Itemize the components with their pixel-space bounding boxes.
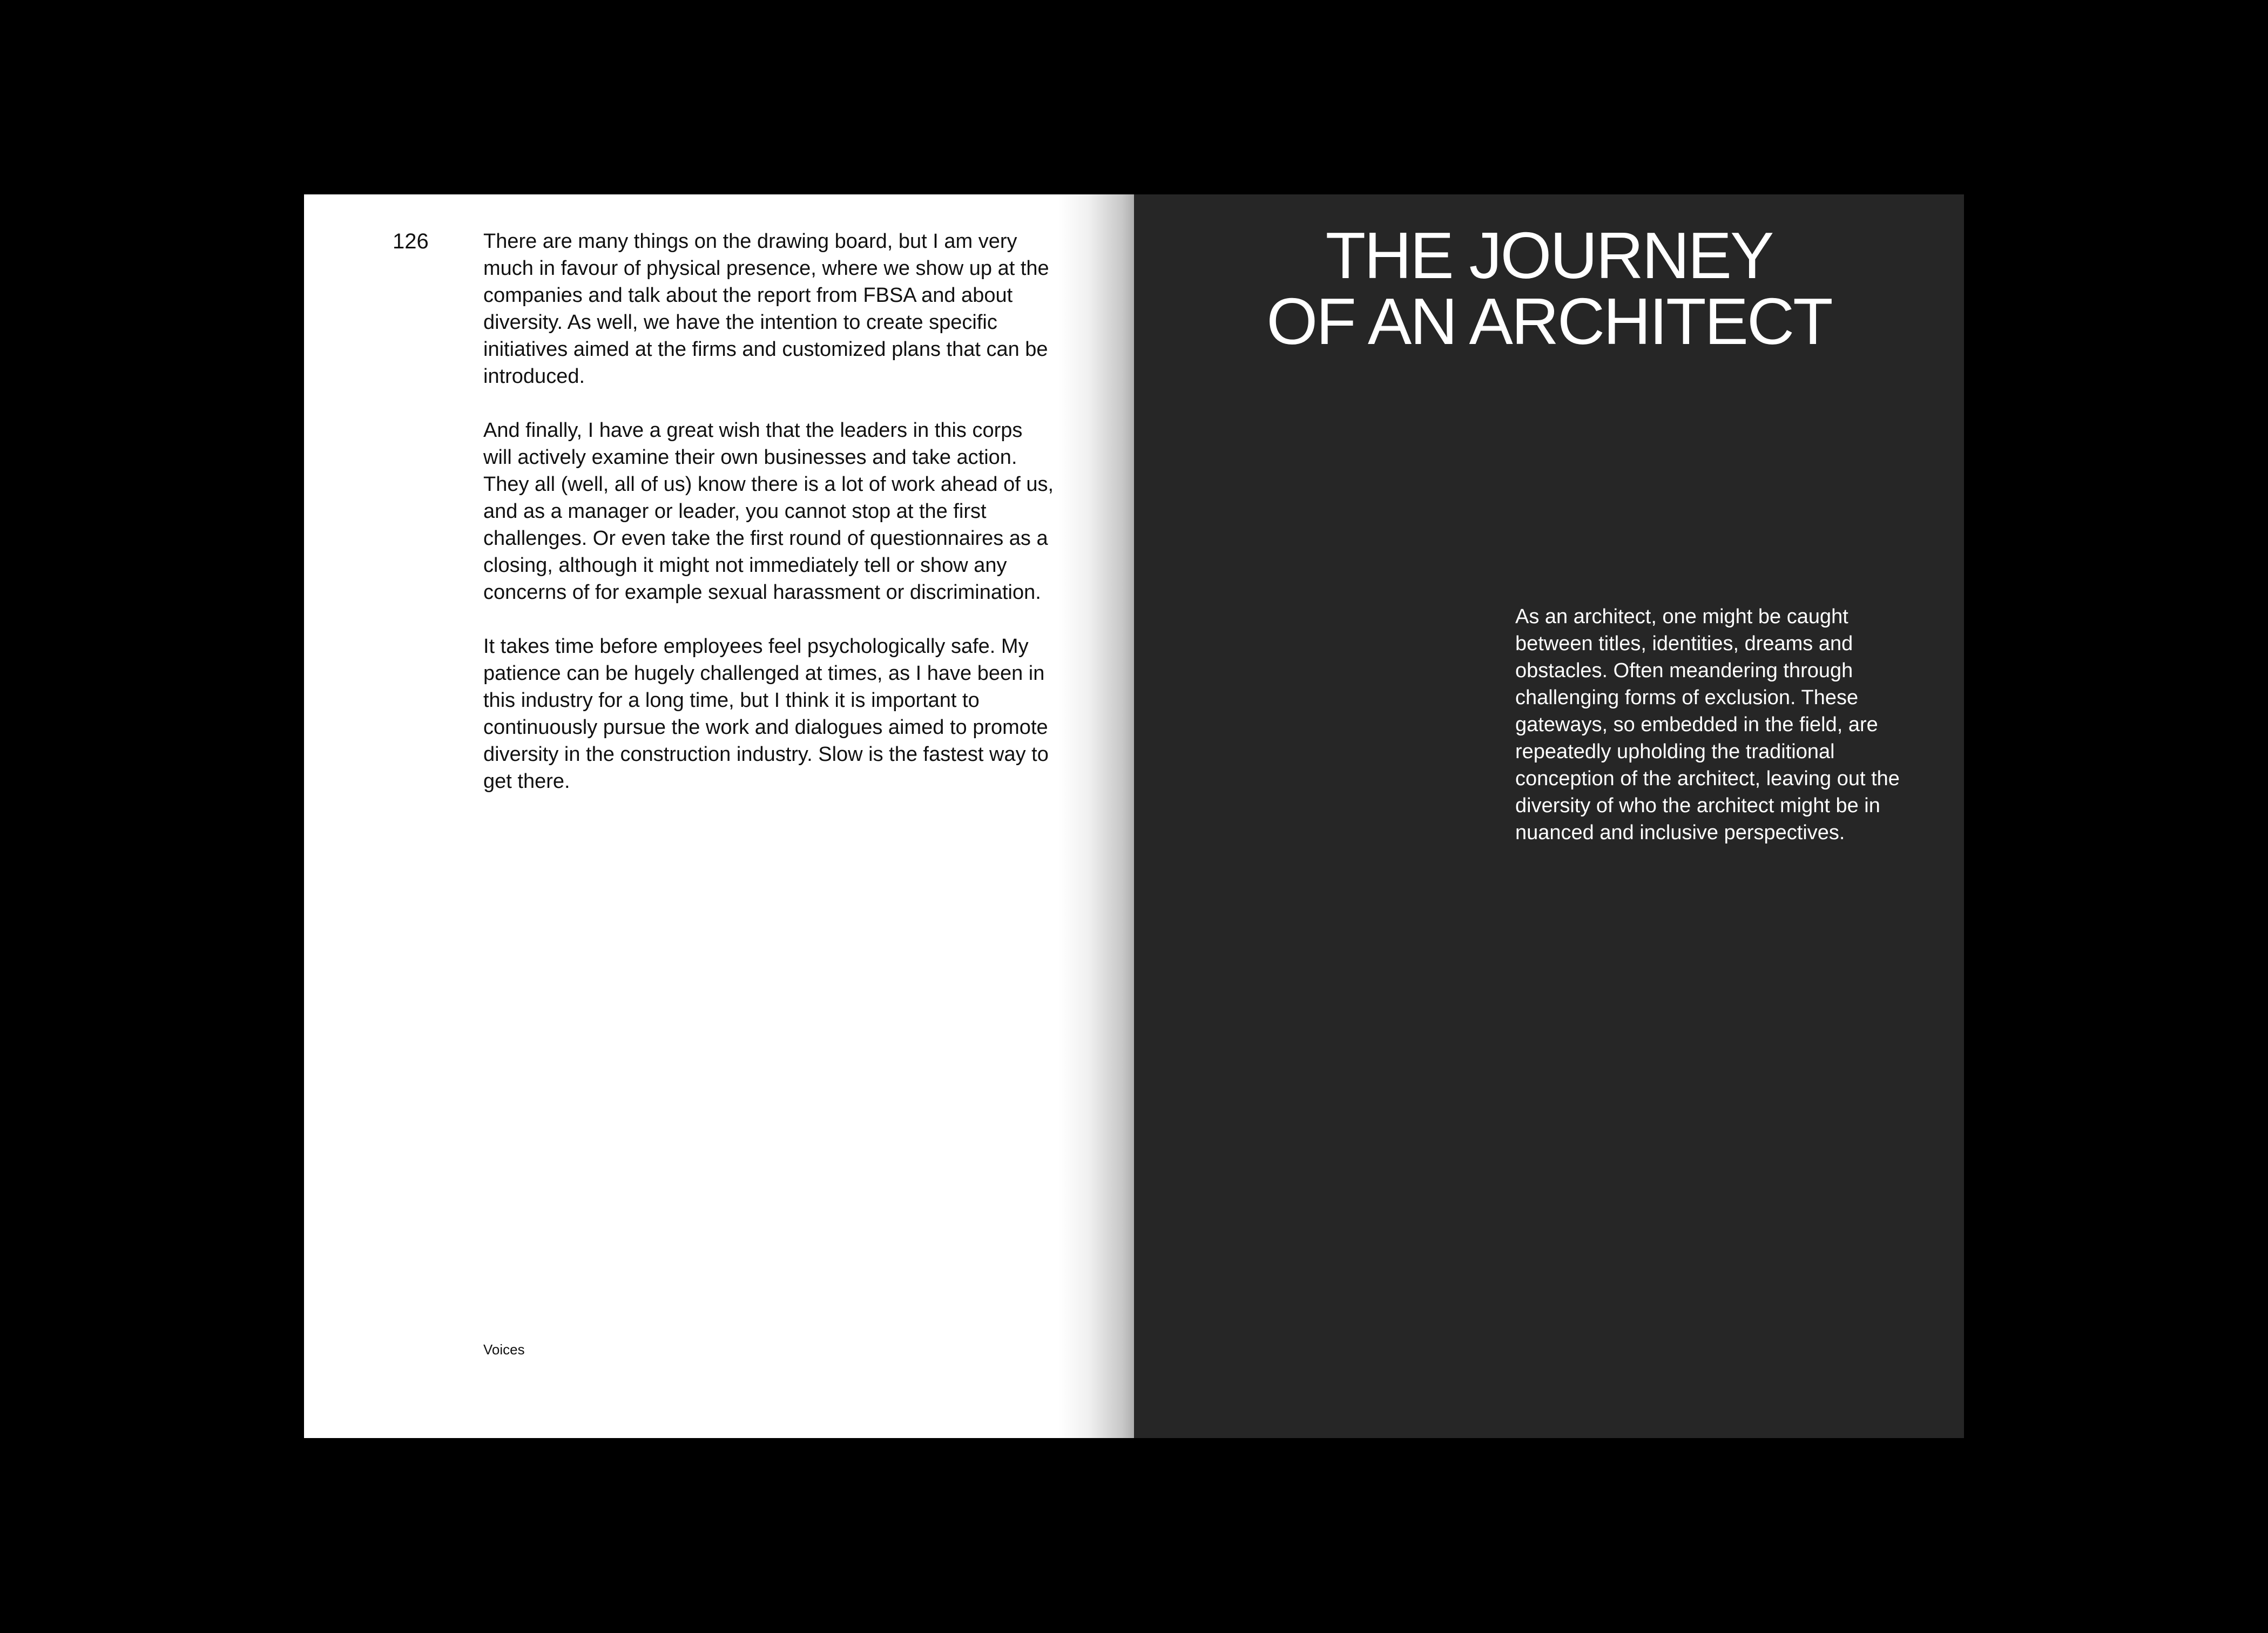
right-page: [1134, 194, 1964, 1438]
left-page: [304, 194, 1134, 1438]
body-text: [483, 228, 1056, 822]
body-paragraph-3: It takes time before employees feel psychologically safe. My patience can be hugely challenged at times, as I have been in this industry for a long time, but I think it is important to continuously pursue the work and dialogues aimed to promote diversity in the construction industry. Slow is the fastest way to get there.: [483, 635, 1049, 793]
running-foot: Voices: [483, 1341, 525, 1358]
chapter-title-line-2: OF AN ARCHITECT: [1266, 285, 1832, 358]
chapter-title: [1134, 219, 1964, 358]
chapter-intro: As an architect, one might be caught between titles, identities, dreams and obstacles. Often meandering through challenging forms of exclusion. These gateways, so embedded in the field, are repeatedly upholding the traditional conception of the architect, leaving out the diversity of who the architect might be in nuanced and inclusive perspectives.: [1515, 605, 1900, 844]
body-paragraph-1: There are many things on the drawing board, but I am very much in favour of physical presence, where we show up at the companies and talk about the report from FBSA and about diversity. As well, we have the intention to create specific initiatives aimed at the firms and customized plans that can be introduced.: [483, 230, 1049, 388]
body-paragraph-2: And finally, I have a great wish that the leaders in this corps will actively examine their own businesses and take action. They all (well, all of us) know there is a lot of work ahead of us, and as a manager or leader, you cannot stop at the first challenges. Or even take the first round of questionnaires as a closing, although it might not immediately tell or show any concerns of for example sexual harassment or discrimination.: [483, 419, 1054, 604]
page-number: 126: [393, 230, 429, 253]
chapter-title-line-1: THE JOURNEY: [1325, 219, 1773, 292]
gutter-shadow: [1058, 194, 1134, 1438]
